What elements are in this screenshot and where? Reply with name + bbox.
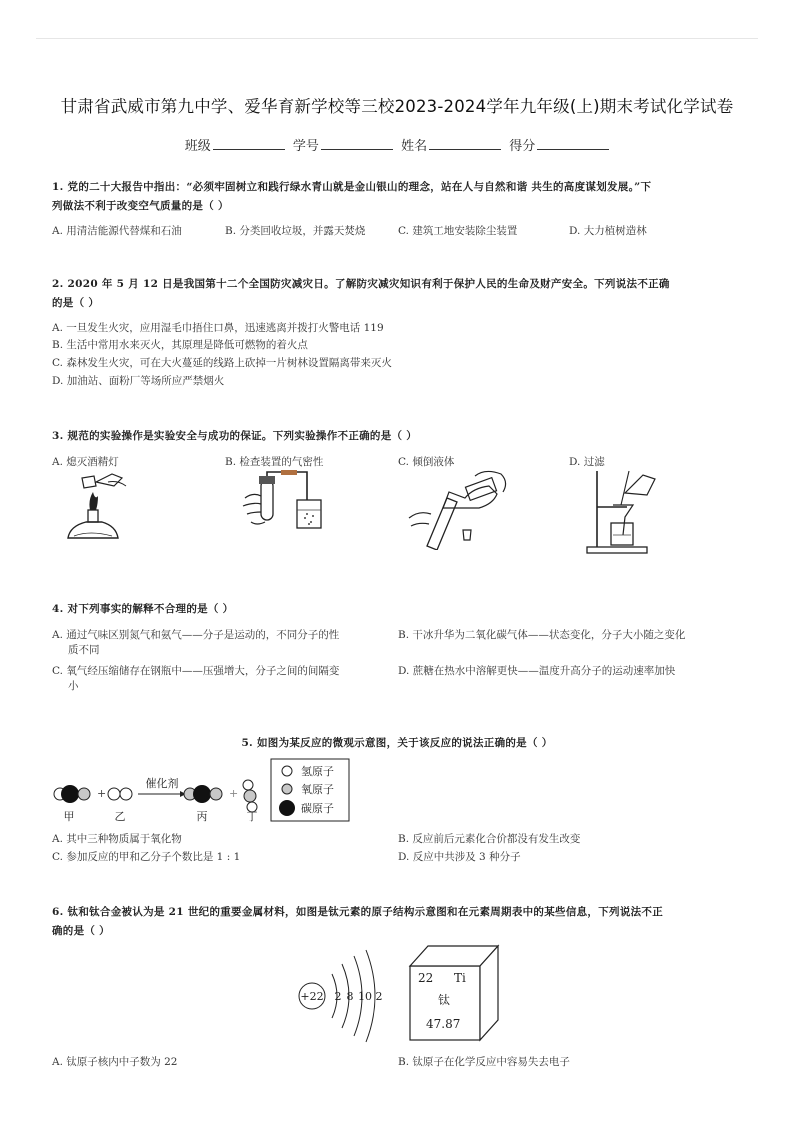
q1-option-b[interactable]: B. 分类回收垃圾，并露天焚烧	[225, 225, 366, 237]
student-id-blank[interactable]	[321, 137, 393, 150]
molecule-jia	[54, 785, 90, 803]
question-5-stem: 5. 如图为某反应的微观示意图，关于该反应的说法正确的是（ ）	[241, 737, 553, 749]
score-label: 得分	[509, 139, 536, 154]
q6-option-b[interactable]: B. 钛原子在化学反应中容易失去电子	[398, 1056, 570, 1068]
q5-option-d[interactable]: D. 反应中共涉及 3 种分子	[398, 851, 521, 863]
q2-option-d[interactable]: D. 加油站、面粉厂等场所应严禁烟火	[52, 375, 225, 387]
element-symbol: Ti	[454, 971, 466, 985]
legend-carbon: 碳原子	[301, 802, 334, 815]
question-6-line2: 确的是（ ）	[52, 925, 110, 937]
score-field[interactable]	[509, 135, 609, 154]
student-id-label: 学号	[292, 139, 319, 154]
shell-3-electrons: 10	[358, 990, 372, 1003]
carbon-legend-swatch	[279, 800, 295, 816]
label-ding: 丁	[246, 810, 258, 823]
hydrogen-legend-swatch	[282, 766, 292, 776]
molecule-bing	[184, 785, 222, 803]
q2-option-c[interactable]: C. 森林发生火灾，可在大火蔓延的线路上砍掉一片树林设置隔离带来灭火	[52, 357, 392, 369]
class-blank[interactable]	[213, 137, 285, 150]
legend-hydrogen: 氢原子	[301, 765, 334, 778]
question-3-stem: 3. 规范的实验操作是实验安全与成功的保证。下列实验操作不正确的是（ ）	[52, 430, 418, 442]
question-2-line1: 2. 2020 年 5 月 12 日是我国第十二个全国防灾减灾日。了解防灾减灾知识有利于保护人民的生命及财产安全。下列说法不正确	[52, 278, 670, 290]
shell-4-electrons: 2	[375, 990, 383, 1003]
alcohol-lamp-figure	[60, 470, 140, 550]
question-4-stem: 4. 对下列事实的解释不合理的是（ ）	[52, 603, 234, 615]
titanium-atom-structure	[296, 948, 396, 1044]
label-jia: 甲	[63, 810, 75, 823]
name-label: 姓名	[401, 139, 428, 154]
class-field[interactable]	[185, 135, 285, 154]
molecule-ding	[243, 780, 257, 812]
catalyst-label: 催化剂	[145, 777, 179, 790]
molecule-yi	[108, 788, 132, 800]
q5-option-b[interactable]: B. 反应前后元素化合价都没有发生改变	[398, 833, 581, 845]
q4-option-b[interactable]: B. 干冰升华为二氧化碳气体——状态变化，分子大小随之变化	[398, 629, 686, 641]
q3-option-b[interactable]: B. 检查装置的气密性	[225, 456, 324, 468]
plus-sign-1: +	[97, 787, 107, 800]
label-bing: 丙	[196, 810, 208, 823]
q5-option-a[interactable]: A. 其中三种物质属于氧化物	[52, 833, 182, 845]
q4-option-a[interactable]	[52, 628, 339, 658]
question-1-stem	[52, 178, 742, 216]
element-name: 钛	[438, 993, 451, 1007]
q5-option-c[interactable]: C. 参加反应的甲和乙分子个数比是 1 : 1	[52, 851, 241, 863]
page-title: 甘肃省武威市第九中学、爱华育新学校等三校2023-2024学年九年级(上)期末考试化学试卷	[60, 97, 734, 116]
q4-option-a-line2: 质不同	[68, 644, 100, 656]
filtration-figure	[585, 465, 660, 555]
q4-option-c-line1: C. 氧气经压缩储存在钢瓶中——压强增大，分子之间的间隔变	[52, 665, 340, 677]
atom-legend	[271, 759, 349, 821]
nucleus-charge: +22	[300, 990, 324, 1003]
reaction-diagram	[52, 757, 352, 823]
q1-option-d[interactable]: D. 大力植树造林	[569, 225, 647, 237]
label-yi: 乙	[114, 810, 126, 823]
oxygen-legend-swatch	[282, 784, 292, 794]
question-1-line1: 1. 党的二十大报告中指出：“必须牢固树立和践行绿水青山就是金山银山的理念，站在人与自然和谐 共生的高度谋划发展。”下	[52, 181, 652, 193]
q2-option-b[interactable]: B. 生活中常用水来灭火，其原理是降低可燃物的着火点	[52, 339, 308, 351]
question-1-line2: 列做法不利于改变空气质量的是（ ）	[52, 200, 229, 212]
airtightness-check-figure	[235, 470, 335, 550]
legend-oxygen: 氧原子	[301, 783, 334, 796]
question-6-line1: 6. 钛和钛合金被认为是 21 世纪的重要金属材料，如图是钛元素的原子结构示意图和在元素周期表中的某些信息，下列说法不正	[52, 906, 664, 918]
name-blank[interactable]	[429, 137, 501, 150]
q1-option-a[interactable]: A. 用清洁能源代替煤和石油	[52, 225, 182, 237]
shell-2-electrons: 8	[346, 990, 354, 1003]
header-divider	[36, 38, 758, 39]
student-info-line	[0, 135, 794, 154]
class-label: 班级	[184, 139, 211, 154]
pouring-liquid-figure	[405, 468, 515, 550]
titanium-periodic-cell	[408, 944, 500, 1042]
q4-option-a-line1: A. 通过气味区别氮气和氨气——分子是运动的，不同分子的性	[52, 629, 340, 641]
q3-option-a[interactable]: A. 熄灭酒精灯	[52, 456, 119, 468]
score-blank[interactable]	[537, 137, 609, 150]
atomic-mass: 47.87	[426, 1017, 461, 1031]
q3-option-c[interactable]: C. 倾倒液体	[398, 456, 455, 468]
question-2-stem	[52, 275, 742, 313]
question-6-stem	[52, 903, 742, 941]
question-2-line2: 的是（ ）	[52, 297, 100, 309]
name-field[interactable]	[401, 135, 501, 154]
q6-option-a[interactable]: A. 钛原子核内中子数为 22	[52, 1056, 178, 1068]
q4-option-d[interactable]: D. 蔗糖在热水中溶解更快——温度升高分子的运动速率加快	[398, 665, 676, 677]
atomic-number: 22	[418, 971, 434, 985]
q2-option-a[interactable]: A. 一旦发生火灾，应用湿毛巾捂住口鼻，迅速逃离并拨打火警电话 119	[52, 322, 384, 334]
q3-option-d[interactable]: D. 过滤	[569, 456, 605, 468]
plus-sign-2: +	[229, 787, 239, 800]
student-id-field[interactable]	[293, 135, 393, 154]
q1-option-c[interactable]: C. 建筑工地安装除尘装置	[398, 225, 518, 237]
q4-option-c-line2: 小	[68, 680, 79, 692]
q4-option-c[interactable]	[52, 664, 339, 694]
shell-1-electrons: 2	[334, 990, 342, 1003]
